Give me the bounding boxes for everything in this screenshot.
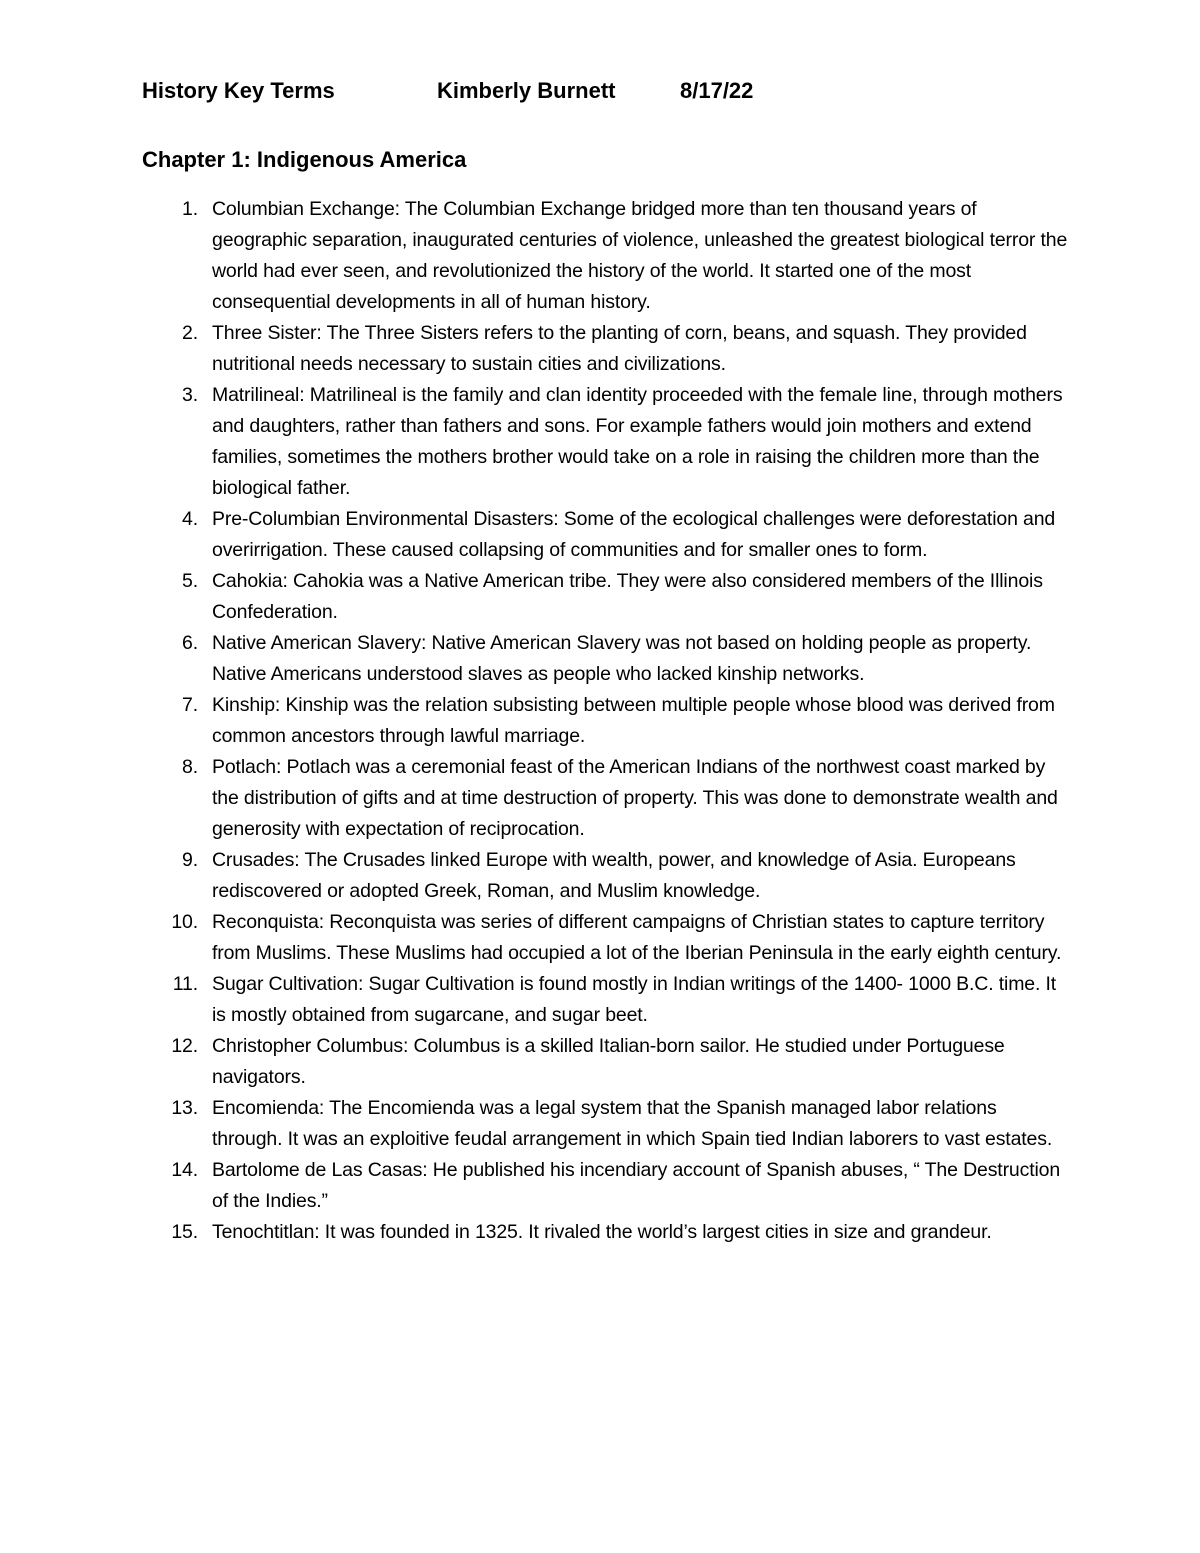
document-title: History Key Terms xyxy=(142,78,335,103)
item-text: Potlach: Potlach was a ceremonial feast of the American Indians of the northwest coast marked by the distribution of gifts and at time destruction of property. This was done to demonstrate wealth and generosity with expectation of reciprocation. xyxy=(212,756,1058,840)
item-text: Encomienda: The Encomienda was a legal system that the Spanish managed labor relations through. It was an exploitive feudal arrangement in which Spain tied Indian laborers to vast estates. xyxy=(212,1097,1053,1150)
item-number: 3. xyxy=(182,384,198,406)
item-number: 5. xyxy=(182,570,198,592)
list-item xyxy=(142,628,1072,690)
list-item xyxy=(142,1093,1072,1155)
list-item xyxy=(142,1155,1072,1217)
item-text: Tenochtitlan: It was founded in 1325. It rivaled the world’s largest cities in size and grandeur. xyxy=(212,1221,992,1243)
list-item xyxy=(142,1031,1072,1093)
list-item xyxy=(142,1217,1072,1248)
item-text: Columbian Exchange: The Columbian Exchange bridged more than ten thousand years of geographic separation, inaugurated centuries of violence, unleashed the greatest biological terror the world had ever seen, and revolutionized the history of the world. It started one of the most consequential developments in all of human history. xyxy=(212,198,1068,313)
item-text: Christopher Columbus: Columbus is a skilled Italian-born sailor. He studied under Portuguese navigators. xyxy=(212,1035,1005,1088)
list-item xyxy=(142,194,1072,318)
list-item xyxy=(142,504,1072,566)
item-number: 13. xyxy=(171,1097,198,1119)
list-item xyxy=(142,318,1072,380)
item-number: 1. xyxy=(182,198,198,220)
item-number: 10. xyxy=(171,911,198,933)
item-text: Kinship: Kinship was the relation subsisting between multiple people whose blood was derived from common ancestors through lawful marriage. xyxy=(212,694,1055,747)
document-date: 8/17/22 xyxy=(680,78,754,103)
item-text: Cahokia: Cahokia was a Native American tribe. They were also considered members of the Illinois Confederation. xyxy=(212,570,1043,623)
item-text: Pre-Columbian Environmental Disasters: Some of the ecological challenges were deforestation and overirrigation. These caused collapsing of communities and for smaller ones to form. xyxy=(212,508,1056,561)
list-item xyxy=(142,380,1072,504)
item-number: 11. xyxy=(172,973,198,995)
item-text: Matrilineal: Matrilineal is the family and clan identity proceeded with the female line, through mothers and daughters, rather than fathers and sons. For example fathers would join mothers and extend families, sometimes the mothers brother would take on a role in raising the children more than the biological father. xyxy=(212,384,1063,499)
key-terms-list xyxy=(142,194,1072,1248)
list-item xyxy=(142,690,1072,752)
item-number: 8. xyxy=(182,756,198,778)
item-text: Bartolome de Las Casas: He published his incendiary account of Spanish abuses, “ The Destruction of the Indies.” xyxy=(212,1159,1061,1212)
item-text: Crusades: The Crusades linked Europe with wealth, power, and knowledge of Asia. Europeans rediscovered or adopted Greek, Roman, and Muslim knowledge. xyxy=(212,849,1016,902)
item-number: 2. xyxy=(182,322,198,344)
list-item xyxy=(142,752,1072,845)
item-text: Three Sister: The Three Sisters refers to the planting of corn, beans, and squash. They provided nutritional needs necessary to sustain cities and civilizations. xyxy=(212,322,1027,375)
list-item xyxy=(142,566,1072,628)
item-text: Native American Slavery: Native American Slavery was not based on holding people as property. Native Americans understood slaves as people who lacked kinship networks. xyxy=(212,632,1032,685)
list-item xyxy=(142,969,1072,1031)
chapter-heading: Chapter 1: Indigenous America xyxy=(142,147,467,172)
item-text: Reconquista: Reconquista was series of different campaigns of Christian states to capture territory from Muslims. These Muslims had occupied a lot of the Iberian Peninsula in the early eighth century. xyxy=(212,911,1062,964)
item-number: 6. xyxy=(182,632,198,654)
list-item xyxy=(142,845,1072,907)
item-number: 7. xyxy=(182,694,198,716)
author-name: Kimberly Burnett xyxy=(437,78,616,103)
item-number: 14. xyxy=(171,1159,198,1181)
item-number: 9. xyxy=(182,849,198,871)
item-number: 12. xyxy=(171,1035,198,1057)
list-item xyxy=(142,907,1072,969)
item-number: 4. xyxy=(182,508,198,530)
item-text: Sugar Cultivation: Sugar Cultivation is found mostly in Indian writings of the 1400- 1000 B.C. time. It is mostly obtained from sugarcane, and sugar beet. xyxy=(212,973,1057,1026)
item-number: 15. xyxy=(171,1221,198,1243)
